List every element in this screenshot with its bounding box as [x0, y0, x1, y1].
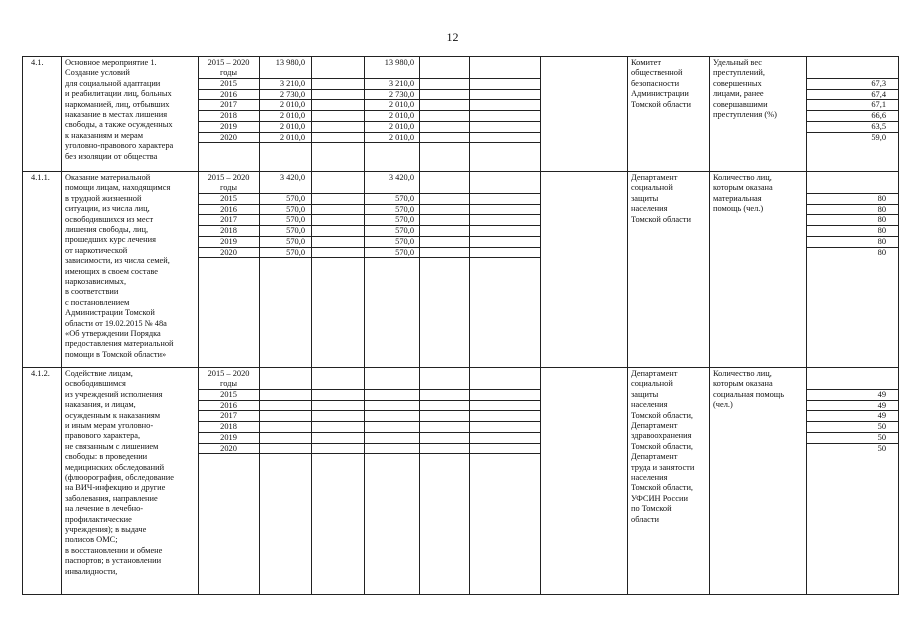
indicator-value: 49 — [877, 411, 886, 421]
executor-line: социальной — [631, 183, 673, 193]
year-label: 2015 — [220, 390, 237, 399]
indicator-name-line: которым оказана — [713, 379, 773, 389]
row-description-line: свободы, а также осужденных — [65, 120, 173, 130]
row-description-line: прошедших курс лечения — [65, 235, 156, 245]
executor-line: населения — [631, 473, 668, 482]
column-divider — [61, 56, 62, 594]
indicator-value: 67,3 — [871, 79, 886, 88]
year-budget: 2 010,0 — [388, 111, 414, 121]
period-total: 13 980,0 — [275, 58, 305, 67]
year-total: 2 010,0 — [279, 111, 305, 121]
column-divider — [627, 56, 628, 594]
row-description-line: освободившихся из мест — [65, 214, 154, 224]
period-label: годы — [219, 183, 238, 193]
indicator-value: 49 — [877, 400, 886, 410]
indicator-value: 50 — [877, 432, 886, 442]
row-description-line: наказание в местах лишения — [65, 110, 168, 119]
row-description-line: не связанным с лишением — [65, 441, 159, 451]
year-total: 570,0 — [286, 226, 305, 236]
year-label: 2016 — [220, 204, 237, 214]
row-description-line: без изоляции от общества — [65, 151, 158, 161]
period-label: годы — [219, 379, 238, 389]
column-divider — [419, 56, 420, 594]
executor-line: общественной — [631, 68, 683, 78]
row-description-line: осужденным к наказаниям — [65, 410, 160, 420]
row-description-line: имеющих в своем составе — [65, 266, 158, 276]
year-budget: 570,0 — [395, 236, 414, 246]
row-description-line: свободы: в проведении — [65, 452, 148, 462]
indicator-name-line: лицами, ранее — [713, 89, 764, 99]
row-description-line: Создание условий — [65, 68, 130, 78]
year-budget: 570,0 — [395, 247, 414, 257]
executor-line: по Томской — [631, 504, 672, 514]
executor-line: Томской области, — [631, 441, 694, 451]
row-description-line: лишения свободы, лиц, — [65, 225, 149, 234]
year-label: 2017 — [220, 100, 237, 110]
row-description-line: на лечение в лечебно- — [65, 504, 144, 514]
year-budget: 570,0 — [395, 226, 414, 236]
executor-line: Департамент — [631, 421, 678, 430]
row-description-line: наркоманией, лиц, отбывших — [65, 99, 170, 109]
column-divider — [540, 56, 541, 594]
row-divider — [22, 367, 898, 368]
year-label: 2020 — [220, 132, 237, 142]
row-description-line: инвалидности, — [65, 566, 118, 576]
executor-line: Томской области — [631, 99, 691, 109]
row-description-line: заболевания, направление — [65, 493, 158, 503]
period-label: 2015 – 2020 — [207, 58, 250, 67]
year-budget: 570,0 — [395, 215, 414, 225]
year-total: 570,0 — [286, 215, 305, 225]
executor-line: Томской области — [631, 214, 691, 224]
year-label: 2016 — [220, 89, 237, 99]
table-border-left — [22, 56, 23, 594]
row-description-line: наказания, и лицам, — [65, 400, 136, 410]
column-divider — [469, 56, 470, 594]
executor-line: УФСИН России — [631, 493, 688, 503]
row-description-line: наркозависимых, — [65, 277, 127, 286]
year-label: 2016 — [220, 400, 237, 410]
executor-line: Департамент — [631, 452, 678, 462]
indicator-value: 49 — [877, 390, 886, 399]
indicator-name-line: преступлений, — [713, 68, 765, 78]
indicator-name-line: социальная помощь — [713, 389, 785, 399]
table-border-right — [898, 56, 899, 595]
executor-line: защиты — [631, 193, 659, 203]
page-number: 12 — [446, 30, 459, 44]
indicator-name-line: (чел.) — [713, 400, 733, 410]
year-total: 570,0 — [286, 194, 305, 203]
year-budget: 570,0 — [395, 204, 414, 214]
executor-line: труда и занятости — [631, 462, 695, 472]
year-total: 570,0 — [286, 247, 305, 257]
table-border-bottom — [22, 594, 898, 595]
program-table — [22, 56, 898, 594]
row-description-line: в соответствии — [65, 287, 119, 297]
executor-line: защиты — [631, 389, 659, 399]
year-label: 2018 — [220, 422, 237, 432]
row-description-line: уголовно-правового характера — [65, 141, 174, 151]
indicator-value: 59,0 — [871, 132, 886, 142]
indicator-value: 67,4 — [871, 89, 886, 99]
row-description-line: (флюорография, обследование — [65, 473, 174, 482]
indicator-value: 50 — [877, 443, 886, 453]
year-total: 2 010,0 — [279, 121, 305, 131]
year-budget: 570,0 — [395, 194, 414, 203]
executor-line: Департамент — [631, 173, 678, 182]
indicator-name-line: совершавшими — [713, 99, 768, 109]
year-label: 2015 — [220, 194, 237, 203]
year-budget: 2 010,0 — [388, 132, 414, 142]
indicator-name-line: совершенных — [713, 78, 762, 88]
year-budget: 2 730,0 — [388, 89, 414, 99]
year-divider — [198, 142, 540, 143]
row-description-line: освободившимся — [65, 379, 126, 389]
year-label: 2017 — [220, 411, 237, 421]
year-divider — [198, 257, 540, 258]
year-label: 2019 — [220, 121, 237, 131]
indicator-name-line: Количество лиц, — [713, 173, 772, 182]
row-number: 4.1. — [31, 58, 44, 67]
row-description-line: правового характера, — [65, 431, 141, 441]
year-total: 2 730,0 — [279, 89, 305, 99]
column-divider — [709, 56, 710, 594]
row-description-line: из учреждений исполнения — [65, 389, 163, 399]
period-budget: 13 980,0 — [384, 58, 414, 67]
year-total: 2 010,0 — [279, 100, 305, 110]
year-divider — [198, 453, 540, 454]
executor-line: населения — [631, 204, 668, 214]
row-description-line: на ВИЧ-инфекцию и другие — [65, 483, 166, 493]
indicator-value: 66,6 — [871, 111, 886, 121]
row-description-line: Содействие лицам, — [65, 369, 133, 378]
period-label: 2015 – 2020 — [207, 173, 250, 182]
indicator-name-line: материальная — [713, 193, 762, 203]
year-label: 2019 — [220, 432, 237, 442]
indicator-value: 67,1 — [871, 100, 886, 110]
executor-line: социальной — [631, 379, 673, 389]
year-budget: 2 010,0 — [388, 100, 414, 110]
row-divider — [22, 171, 898, 172]
row-description-line: помощи лицам, находящимся — [65, 183, 171, 193]
indicator-value: 80 — [877, 194, 886, 203]
indicator-name-line: Удельный вес — [713, 58, 762, 67]
row-number: 4.1.1. — [31, 173, 50, 182]
indicator-name-line: которым оказана — [713, 183, 773, 193]
year-label: 2018 — [220, 226, 237, 236]
executor-line: населения — [631, 400, 668, 410]
executor-line: безопасности — [631, 78, 680, 88]
indicator-value: 80 — [877, 236, 886, 246]
executor-line: здравоохранения — [631, 431, 692, 441]
executor-line: Томской области, — [631, 483, 694, 493]
indicator-value: 80 — [877, 226, 886, 236]
indicator-name-line: преступления (%) — [713, 110, 777, 119]
row-description-line: профилактические — [65, 514, 132, 524]
year-total: 2 010,0 — [279, 132, 305, 142]
row-description-line: с постановлением — [65, 297, 130, 307]
indicator-name-line: Количество лиц, — [713, 369, 772, 378]
year-total: 570,0 — [286, 236, 305, 246]
executor-line: области — [631, 514, 659, 524]
executor-line: Департамент — [631, 369, 678, 378]
year-budget: 2 010,0 — [388, 121, 414, 131]
year-label: 2020 — [220, 247, 237, 257]
row-description-line: Основное мероприятие 1. — [65, 58, 157, 67]
year-label: 2020 — [220, 443, 237, 453]
row-description-line: учреждения); в выдаче — [65, 525, 147, 534]
year-total: 3 210,0 — [279, 79, 305, 88]
row-description-line: предоставления материальной — [65, 339, 174, 349]
year-label: 2019 — [220, 236, 237, 246]
indicator-value: 63,5 — [871, 121, 886, 131]
column-divider — [311, 56, 312, 594]
year-total: 570,0 — [286, 204, 305, 214]
row-number: 4.1.2. — [31, 369, 50, 378]
year-budget: 3 210,0 — [388, 79, 414, 88]
period-label: 2015 – 2020 — [207, 369, 250, 378]
row-description-line: «Об утверждении Порядка — [65, 329, 161, 338]
executor-line: Администрации — [631, 89, 689, 99]
indicator-value: 80 — [877, 204, 886, 214]
period-total: 3 420,0 — [279, 173, 305, 182]
indicator-value: 80 — [877, 215, 886, 225]
row-description-line: для социальной адаптации — [65, 78, 161, 88]
table-border-top — [22, 56, 898, 57]
row-description-line: зависимости, из числа семей, — [65, 256, 170, 266]
row-description-line: полисов ОМС; — [65, 535, 118, 545]
year-label: 2015 — [220, 79, 237, 88]
row-description-line: в трудной жизненной — [65, 193, 142, 203]
row-description-line: медицинских обследований — [65, 462, 165, 472]
row-description-line: в восстановлении и обмене — [65, 545, 163, 555]
indicator-value: 50 — [877, 422, 886, 432]
row-description-line: от наркотической — [65, 245, 128, 255]
row-description-line: и реабилитации лиц, больных — [65, 89, 172, 99]
row-description-line: области от 19.02.2015 № 48а — [65, 318, 167, 328]
row-description-line: ситуации, из числа лиц, — [65, 204, 150, 214]
indicator-value: 80 — [877, 247, 886, 257]
executor-line: Комитет — [631, 58, 662, 67]
executor-line: Томской области, — [631, 410, 694, 420]
row-description-line: Оказание материальной — [65, 173, 151, 182]
period-label: годы — [219, 68, 238, 78]
period-budget: 3 420,0 — [388, 173, 414, 182]
year-label: 2018 — [220, 111, 237, 121]
row-description-line: к наказаниям и мерам — [65, 130, 144, 140]
row-description-line: и иным мерам уголовно- — [65, 421, 154, 430]
year-label: 2017 — [220, 215, 237, 225]
row-description-line: паспортов; в установлении — [65, 556, 162, 566]
indicator-name-line: помощь (чел.) — [713, 204, 764, 214]
row-description-line: помощи в Томской области» — [65, 349, 167, 359]
row-description-line: Администрации Томской — [65, 308, 155, 318]
